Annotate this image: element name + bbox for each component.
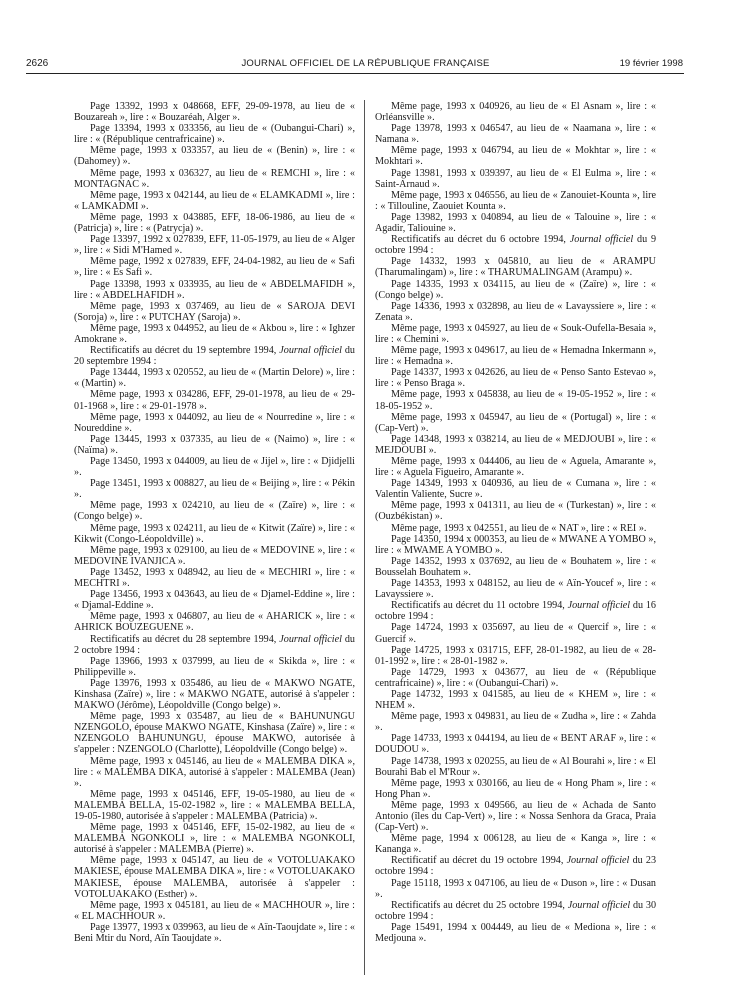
- correction-entry: Même page, 1993 x 036327, au lieu de « REMCHI », lire : « MONTAGNAC ».: [74, 167, 355, 190]
- correction-entry: Page 15491, 1994 x 004449, au lieu de « Mediona », lire : « Medjouna ».: [375, 921, 656, 945]
- correction-entry: Page 13450, 1993 x 044009, au lieu de « Jijel », lire : « Djidjelli ».: [74, 456, 355, 479]
- correction-entry: Page 14335, 1993 x 034115, au lieu de « (Zaïre) », lire : « (Congo belge) ».: [375, 278, 656, 301]
- correction-entry: Même page, 1993 x 044406, au lieu de « Aguela, Amarante », lire : « Aguela Figueiro, Amarante ».: [375, 456, 656, 479]
- correction-entry: Même page, 1993 x 045181, au lieu de « MACHHOUR », lire : « EL MACHHOUR ».: [74, 899, 355, 922]
- correction-entry: Page 14350, 1994 x 000353, au lieu de « MWANE A YOMBO », lire : « MWAME A YOMBO ».: [375, 533, 656, 556]
- correction-entry: Même page, 1993 x 042551, au lieu de « NAT », lire : « REI ».: [391, 522, 647, 534]
- correction-entry: Même page, 1993 x 045147, au lieu de « VOTOLUAKAKO MAKIESE, épouse MALEMBA DIKA », lire : « VOTOLUAKAKO MAKIESE, épouse MALEMBA, autorisée à s'appeler : VOTOLUAKAKO (Esther) ».: [74, 855, 355, 900]
- correction-entry: Page 13394, 1993 x 033356, au lieu de « (Oubangui-Chari) », lire : « (République centrafricaine) ».: [74, 123, 355, 146]
- correction-entry: Page 14733, 1993 x 044194, au lieu de « BENT ARAF », lire : « DOUDOU ».: [375, 733, 656, 756]
- correction-entry: Même page, 1993 x 049831, au lieu de « Zudha », lire : « Zahda ».: [375, 711, 656, 734]
- correction-entry: Même page, 1993 x 045947, au lieu de « (Portugal) », lire : « (Cap-Vert) ».: [375, 411, 656, 434]
- correction-entry: Page 13445, 1993 x 037335, au lieu de « (Naimo) », lire : « (Naïma) ».: [74, 433, 355, 456]
- correction-entry: Page 14348, 1993 x 038214, au lieu de « MEDJOUBI », lire : « MEJDOUBI ».: [375, 433, 656, 456]
- correction-entry: Page 14724, 1993 x 035697, au lieu de « Quercif », lire : « Guercif ».: [375, 622, 656, 645]
- correction-entry: Même page, 1993 x 046807, au lieu de « AHARICK », lire : « AHRICK BOUZEGUENE ».: [74, 611, 355, 634]
- correction-entry: Page 15118, 1993 x 047106, au lieu de « Duson », lire : « Dusan ».: [375, 877, 656, 900]
- correction-entry: Même page, 1993 x 029100, au lieu de « MEDOVINE », lire : « MEDOVINE IVANJICA ».: [74, 544, 355, 567]
- correction-entry: Page 13398, 1993 x 033935, au lieu de « ABDELMAFIDH », lire : « ABDELHAFIDH ».: [74, 278, 355, 301]
- correction-entry: Rectificatifs au décret du 19 septembre 1994, Journal officiel du 20 septembre 1994 :: [74, 345, 355, 368]
- correction-entry: Même page, 1992 x 027839, EFF, 24-04-1982, au lieu de « Safi », lire : « Es Safi ».: [74, 256, 355, 279]
- correction-entry: Rectificatif au décret du 19 octobre 1994, Journal officiel du 23 octobre 1994 :: [375, 855, 657, 878]
- correction-entry: Page 14336, 1993 x 032898, au lieu de « Lavayssiere », lire : « Zenata ».: [375, 300, 656, 323]
- correction-entry: Même page, 1993 x 046794, au lieu de « Mokhtar », lire : « Mokhtari ».: [375, 145, 656, 168]
- correction-entry: Page 13444, 1993 x 020552, au lieu de « (Martin Delore) », lire : « (Martin) ».: [74, 367, 355, 390]
- correction-entry: Page 14729, 1993 x 043677, au lieu de « (République centrafricaine) », lire : « (Oubangui-Chari) ».: [375, 666, 656, 689]
- correction-entry: Même page, 1993 x 024210, au lieu de « (Zaïre) », lire : « (Congo belge) ».: [74, 500, 355, 523]
- correction-entry: Rectificatifs au décret du 25 octobre 1994, Journal officiel du 30 octobre 1994 :: [375, 899, 656, 922]
- correction-entry: Rectificatifs au décret du 6 octobre 1994, Journal officiel du 9 octobre 1994 :: [375, 234, 657, 257]
- correction-entry: Page 14352, 1993 x 037692, au lieu de « Bouhatem », lire : « Bousselah Bouhatem ».: [375, 555, 656, 578]
- correction-entry: Page 13976, 1993 x 035486, au lieu de « MAKWO NGATE, Kinshasa (Zaïre) », lire : « MAKWO NGATE, autorisé à s'appeler : MAKWO (Jérôme), Léopoldville (Congo belge) ».: [74, 677, 355, 712]
- correction-entry: Même page, 1993 x 037469, au lieu de « SAROJA DEVI (Soroja) », lire : « PUTCHAY (Saroja) ».: [74, 300, 355, 323]
- journal-title: JOURNAL OFFICIEL DE LA RÉPUBLIQUE FRANÇAISE: [241, 58, 490, 69]
- correction-entry: Même page, 1993 x 044952, au lieu de « Akbou », lire : « Ighzer Amokrane ».: [74, 322, 355, 345]
- correction-entry: Page 14732, 1993 x 041585, au lieu de « KHEM », lire : « NHEM ».: [375, 688, 656, 712]
- correction-entry: Page 14738, 1993 x 020255, au lieu de « Al Bourahi », lire : « El Bourahi Bab el M'Rour ».: [375, 755, 656, 778]
- correction-entry: Même page, 1993 x 034286, EFF, 29-01-1978, au lieu de « 29-01-1968 », lire : « 29-01-1978 ».: [74, 389, 355, 412]
- correction-entry: Même page, 1993 x 040926, au lieu de « El Asnam », lire : « Orléansville ».: [375, 101, 656, 124]
- correction-entry: Page 13981, 1993 x 039397, au lieu de « El Eulma », lire : « Saint-Arnaud ».: [375, 167, 656, 190]
- correction-entry: Page 13397, 1992 x 027839, EFF, 11-05-1979, au lieu de « Alger », lire : « Sidi M'Hamed ».: [74, 234, 355, 257]
- correction-entry: Même page, 1993 x 024211, au lieu de « Kitwit (Zaïre) », lire : « Kikwit (Congo-Léopoldville) ».: [74, 522, 355, 545]
- correction-entry: Page 13977, 1993 x 039963, au lieu de « Aïn-Taoujdate », lire : « Beni Mtir du Nord, Aïn Taoujdate ».: [74, 921, 355, 945]
- correction-entry: Même page, 1993 x 035487, au lieu de « BAHUNUNGU NZENGOLO, épouse MAKWO NGATE, Kinshasa (Zaïre) », lire : « NZENGOLO BAHUNUNGU, épouse MAKWO, autorisée à s'appeler : NZENGOLO (Charlotte), Léopoldville (Congo belge) ».: [74, 711, 355, 756]
- correction-entry: Même page, 1993 x 043885, EFF, 18-06-1986, au lieu de « (Patricja) », lire : « (Patrycja) ».: [74, 211, 355, 235]
- correction-entry: Rectificatifs au décret du 28 septembre 1994, Journal officiel du 2 octobre 1994 :: [74, 633, 355, 656]
- correction-entry: Même page, 1993 x 045146, EFF, 19-05-1980, au lieu de « MALEMBA BELLA, 15-02-1982 », lire : « MALEMBA BELLA, 19-05-1980, autorisée à s'appeler : MALEMBA (Patricia) ».: [74, 788, 355, 822]
- page-number: 2626: [26, 58, 49, 69]
- correction-entry: Page 14353, 1993 x 048152, au lieu de « Aïn-Youcef », lire : « Lavayssiere ».: [375, 578, 656, 601]
- correction-entry: Page 13451, 1993 x 008827, au lieu de « Beijing », lire : « Pékin ».: [74, 478, 355, 501]
- correction-entry: Page 13978, 1993 x 046547, au lieu de « Naamana », lire : « Namana ».: [375, 123, 656, 146]
- correction-entry: Même page, 1993 x 049566, au lieu de « Achada de Santo Antonio (îles du Cap-Vert) », lire : « Nossa Senhora da Graca, Praia (Cap-Vert) ».: [375, 799, 656, 834]
- correction-entry: Page 13982, 1993 x 040894, au lieu de « Talouine », lire : « Agadir, Taliouine ».: [375, 211, 656, 235]
- correction-entry: Même page, 1993 x 045146, EFF, 15-02-1982, au lieu de « MALEMBA NGONKOLI », lire : « MALEMBA NGONKOLI, autorisé à s'appeler : MALEMBA (Pierre) ».: [74, 822, 355, 856]
- correction-entry: Même page, 1993 x 041311, au lieu de « (Turkestan) », lire : « (Ouzbékistan) ».: [375, 500, 656, 523]
- correction-entry: Page 14337, 1993 x 042626, au lieu de « Penso Santo Estevao », lire : « Penso Braga ».: [375, 367, 656, 390]
- issue-date: 19 février 1998: [619, 58, 683, 69]
- correction-entry: Page 14332, 1993 x 045810, au lieu de « ARAMPU (Tharumalingam) », lire : « THARUMALINGAM (Arampu) ».: [375, 256, 656, 279]
- correction-entry: Même page, 1994 x 006128, au lieu de « Kanga », lire : « Kananga ».: [375, 833, 656, 856]
- correction-entry: Même page, 1993 x 033357, au lieu de « (Benin) », lire : « (Dahomey) ».: [74, 145, 355, 168]
- correction-entry: Page 13456, 1993 x 043643, au lieu de « Djamel-Eddine », lire : « Djamal-Eddine ».: [74, 589, 355, 612]
- right-column: [375, 101, 656, 944]
- correction-entry: Même page, 1993 x 046556, au lieu de « Zanouiet-Kounta », lire : « Tillouline, Zaouiet Kounta ».: [375, 189, 656, 212]
- correction-entry: Page 14349, 1993 x 040936, au lieu de « Cumana », lire : « Valentin Valiente, Sucre ».: [375, 478, 656, 501]
- correction-entry: Page 13966, 1993 x 037999, au lieu de « Skikda », lire : « Philippeville ».: [74, 655, 355, 678]
- left-column: [74, 101, 355, 944]
- header-rule: [26, 73, 684, 74]
- correction-entry: Même page, 1993 x 042144, au lieu de « ELAMKADMI », lire : « LAMKADMI ».: [74, 189, 355, 212]
- correction-entry: Page 14725, 1993 x 031715, EFF, 28-01-1982, au lieu de « 28-01-1992 », lire : « 28-01-1982 ».: [375, 644, 656, 667]
- correction-entry: Même page, 1993 x 044092, au lieu de « Nourredine », lire : « Noureddine ».: [74, 411, 355, 434]
- correction-entry: Même page, 1993 x 030166, au lieu de « Hong Pham », lire : « Hong Phan ».: [375, 777, 656, 800]
- correction-entry: Rectificatifs au décret du 11 octobre 1994, Journal officiel du 16 octobre 1994 :: [375, 600, 656, 623]
- page-header: [0, 0, 731, 84]
- correction-entry: Page 13392, 1993 x 048668, EFF, 29-09-1978, au lieu de « Bouzareah », lire : « Bouzaréah, Alger ».: [74, 101, 355, 124]
- correction-entry: Page 13452, 1993 x 048942, au lieu de « MECHIRI », lire : « MECHTRI ».: [74, 566, 355, 590]
- correction-entry: Même page, 1993 x 045838, au lieu de « 19-05-1952 », lire : « 18-05-1952 ».: [375, 389, 656, 412]
- correction-entry: Même page, 1993 x 045927, au lieu de « Souk-Oufella-Besaia », lire : « Chemini ».: [375, 322, 656, 345]
- correction-entry: Même page, 1993 x 045146, au lieu de « MALEMBA DIKA », lire : « MALEMBA DIKA, autorisé à s'appeler : MALEMBA (Jean) ».: [74, 755, 355, 789]
- correction-entry: Même page, 1993 x 049617, au lieu de « Hemadna Inkermann », lire : « Hemadna ».: [375, 345, 656, 368]
- column-divider: [364, 100, 365, 975]
